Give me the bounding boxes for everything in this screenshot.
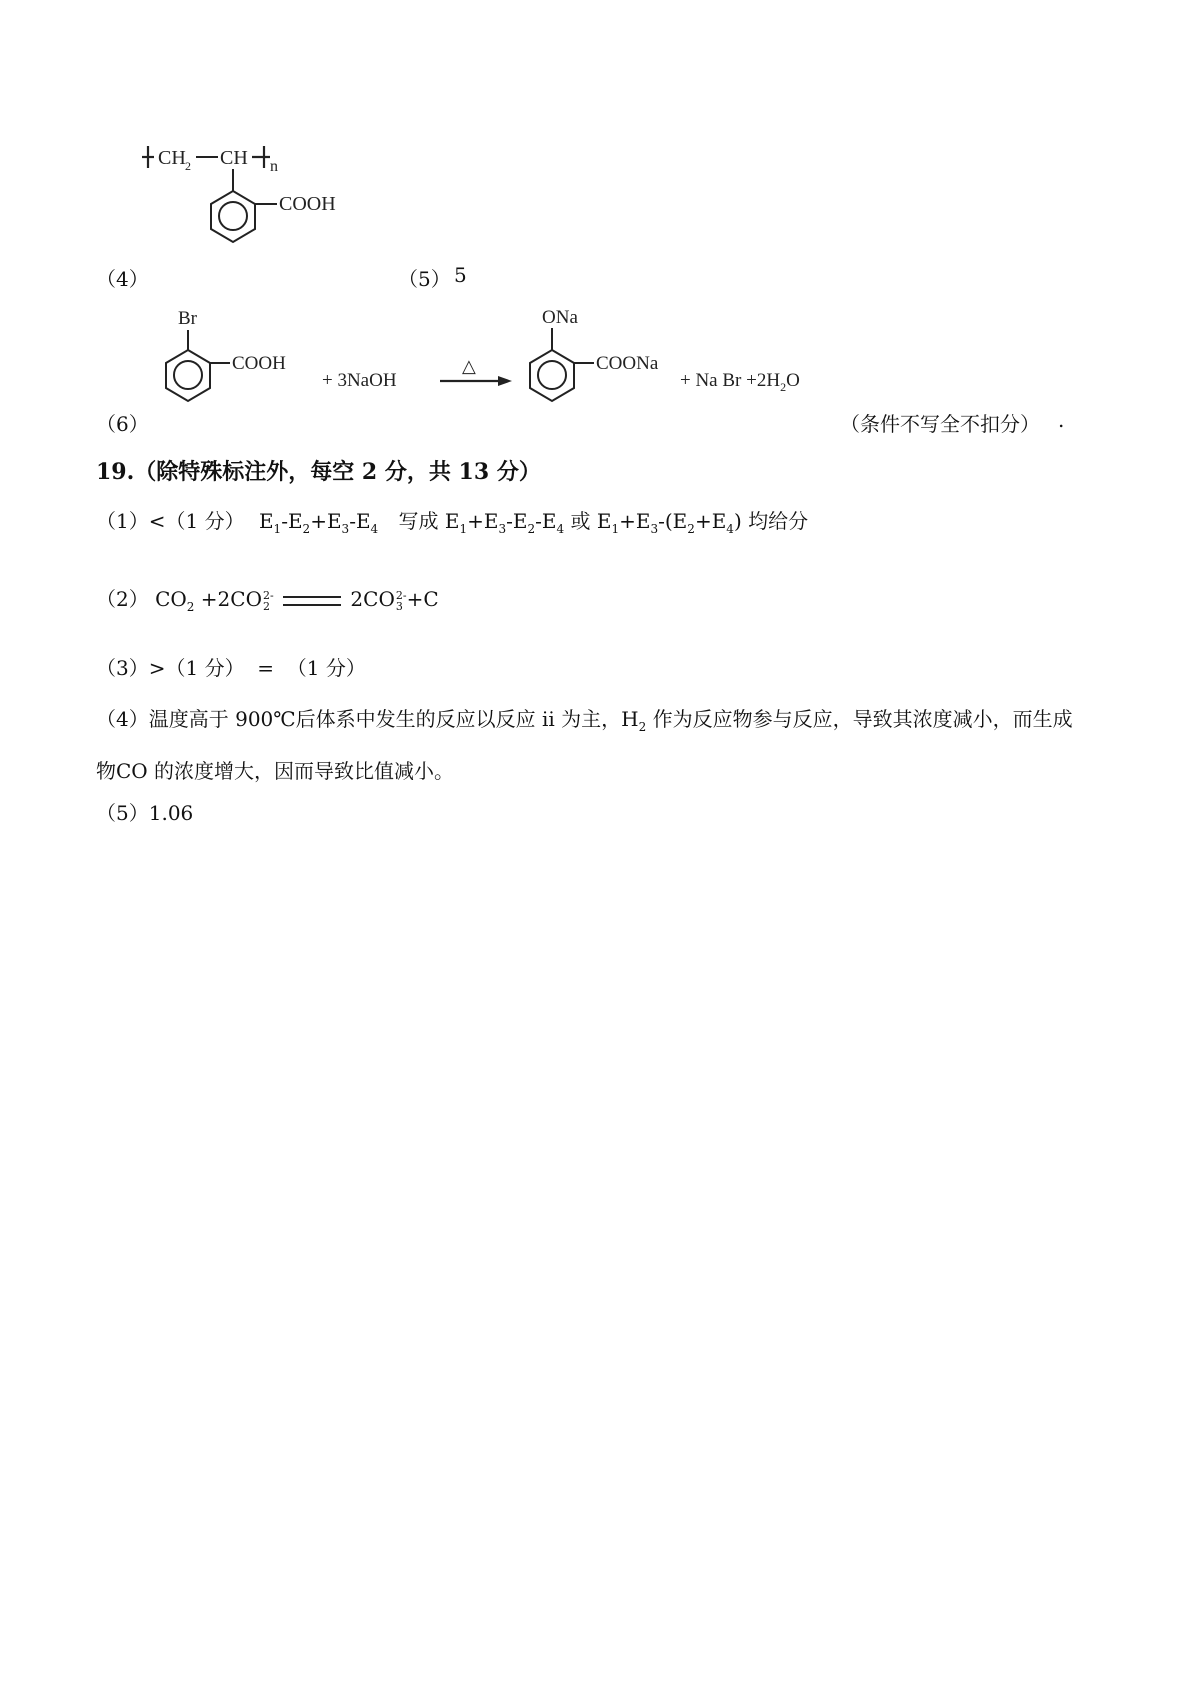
expr-alt-2: $E_1+E_3-(E_2+E_4)$: [596, 509, 742, 536]
q19-p4-label: （4）: [96, 707, 149, 731]
q19-p4-line2: 物CO 的浓度增大，因而导致比值减小。: [96, 759, 455, 783]
cooh-group: COOH: [279, 193, 336, 215]
q6-label: （6）: [96, 412, 149, 436]
q19-p1-tail: 均给分: [748, 509, 809, 533]
q19-p5: [96, 797, 193, 826]
reactant-benzene-ring: [166, 350, 210, 401]
chain-ch: CH: [220, 147, 248, 169]
q19-p5-answer: 1.06: [148, 801, 194, 825]
product-coona: COONa: [596, 353, 659, 374]
chain-ch2-sub: 2: [185, 159, 191, 173]
q6-note: （条件不写全不扣分）: [840, 412, 1040, 436]
repeat-n: n: [270, 158, 278, 175]
benzene-ring: [211, 191, 255, 242]
q6-trailing-dot: .: [1058, 408, 1065, 432]
q19-p5-label: （5）: [96, 801, 149, 825]
q19-p4-line1: （4）温度高于 900℃后体系中发生的反应以反应 ii 为主，$H_2$ 作为反应物参与反应，导致其浓度减小，而生成: [96, 707, 1073, 734]
q19-p1-label: （1）: [96, 509, 149, 533]
expr-alt-1: $E_1+E_3-E_2-E_4$: [444, 509, 565, 536]
polymer-structure: [140, 140, 380, 270]
q19-p1: [96, 505, 808, 536]
q5-label: （5）: [398, 267, 451, 291]
eq-right: 2CO 2- 3 +C: [350, 587, 439, 613]
q5-answer: 5: [454, 263, 467, 287]
product-benzene-ring: [530, 350, 574, 401]
product-ona: ONa: [542, 307, 578, 328]
q19-p3: [96, 652, 366, 681]
expr-main: $E_1-E_2+E_3-E_4$: [258, 509, 379, 536]
arrow-head: [498, 376, 512, 386]
heat-condition: △: [462, 356, 476, 376]
reagent-naoh: + 3NaOH: [322, 370, 397, 391]
byproducts: + Na $Br +2H_2O$: [680, 370, 800, 394]
q19-title: 19.（除特殊标注外，每空 2 分，共 13 分）: [96, 459, 541, 485]
repeat-bracket-right: [252, 146, 270, 168]
alt-text-2: 或: [570, 509, 591, 533]
chain-ch2: CH: [158, 147, 186, 169]
reactant-cooh: COOH: [232, 353, 286, 374]
repeat-bracket-left: [142, 146, 154, 168]
q19-p3-label: （3）: [96, 656, 149, 680]
q19-p3-text: >（1 分） = （1 分）: [148, 656, 366, 680]
eq-left: $CO_2 +2CO$ 2- 2: [155, 587, 274, 614]
h2-formula: $H_2$: [621, 707, 647, 734]
q19-p2: [96, 583, 439, 614]
reaction-equation: [140, 300, 840, 430]
equilibrium-double-bar: [283, 596, 341, 606]
q19-p1-lead: <（1 分）: [148, 509, 245, 533]
alt-text-1: 写成: [398, 509, 439, 533]
reactant-br: Br: [178, 308, 197, 329]
q19-p2-label: （2）: [96, 587, 149, 611]
q4-label: （4）: [96, 267, 149, 291]
